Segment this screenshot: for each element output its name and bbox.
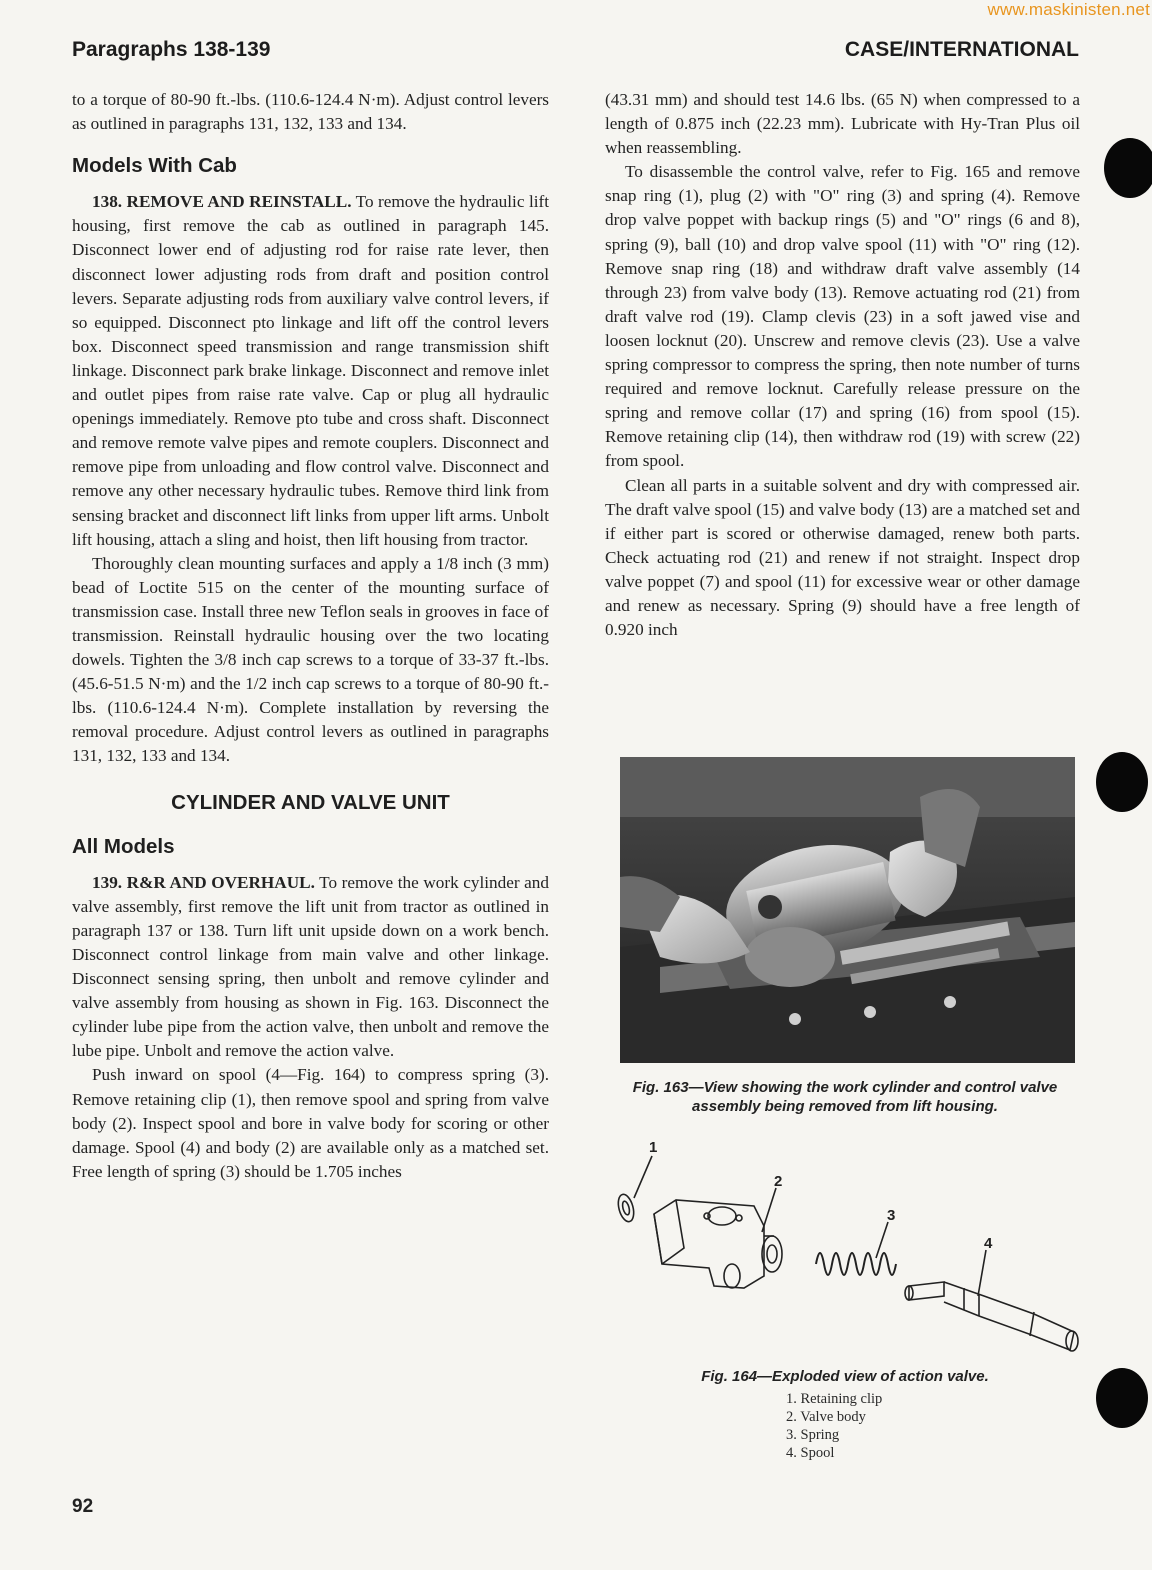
callout-1: 1 bbox=[649, 1139, 658, 1156]
paragraph-138-reinstall: Thoroughly clean mounting surfaces and apply a 1/8 inch (3 mm) bead of Loctite 515 on the center of the mounting surface of transmission case. Install three new Teflon seals in grooves in face of transmission. Reinstall hydraulic housing over the two locating dowels. Tighten the 3/8 inch cap screws to a torque of 33-37 ft.-lbs. (45.6-51.5 N·m) and the 1/2 inch cap screws to a torque of 80-90 ft.-lbs. (110.6-124.4 N·m). Complete installation by reversing the removal procedure. Adjust control levers as outlined in paragraphs 131, 132, 133 and 134. bbox=[72, 553, 549, 766]
right-column-top bbox=[605, 88, 1080, 642]
fig-163-photo-illustration bbox=[620, 757, 1075, 1063]
binder-hole-icon bbox=[1104, 138, 1152, 198]
paragraph-139-body: To remove the work cylinder and valve assembly, first remove the lift unit from tractor as outlined in paragraph 137 or 138. Turn lift unit upside down on a work bench. Disconnect control linkage from main valve and other linkage. Disconnect sensing spring, then unbolt and remove cylinder and valve assembly from housing as shown in Fig. 163. Disconnect the cylinder lube pipe from the action valve, then unbolt and remove the lube pipe. Unbolt and remove the action valve. bbox=[72, 872, 549, 1061]
callout-2: 2 bbox=[774, 1173, 783, 1190]
paragraph-138-title: 138. REMOVE AND REINSTALL. bbox=[92, 192, 352, 212]
heading-cylinder-valve-unit: CYLINDER AND VALVE UNIT bbox=[171, 790, 450, 814]
paragraph-139-title: 139. R&R AND OVERHAUL. bbox=[92, 872, 315, 892]
left-column bbox=[72, 88, 549, 1184]
legend-item: 4. Spool bbox=[786, 1445, 835, 1461]
paragraph-139-action-valve: Push inward on spool (4—Fig. 164) to compress spring (3). Remove retaining clip (1), then remove spool and spring from valve body (2). Inspect spool and bore in valve body for scoring or other damage. Spool (4) and body (2) are available only as a matched set. Free length of spring (3) should be 1.705 inches bbox=[72, 1065, 549, 1181]
heading-models-with-cab: Models With Cab bbox=[72, 154, 237, 178]
page-number: 92 bbox=[72, 1496, 94, 1517]
disassemble-paragraph: To disassemble the control valve, refer to Fig. 165 and remove snap ring (1), plug (2) with "O" ring (3) and spring (4). Remove drop valve poppet with backup rings (5) and "O" rings (6 and 8), spring (9), ball (10) and drop valve spool (11) with "O" ring (12). Remove snap ring (18) and withdraw draft valve assembly (14 through 23) from valve body (13). Remove actuating rod (21) from draft valve rod (19). Clamp clevis (23) in a soft jawed vise and loosen locknut (20). Unscrew and remove clevis (23). Use a valve spring compressor to compress the spring, then note number of turns required and remove locknut. Carefully release pressure on the spring and remove collar (17) and spring (16) from spool (15). Remove retaining clip (14), then withdraw rod (19) with screw (22) from spool. bbox=[605, 162, 1080, 471]
callout-3: 3 bbox=[887, 1207, 896, 1224]
running-header-left: Paragraphs 138-139 bbox=[72, 38, 271, 61]
clean-paragraph: Clean all parts in a suitable solvent and dry with compressed air. The draft valve spool (15) and valve body (13) are a matched set and if either part is scored or otherwise damaged, renew both parts. Check actuating rod (21) and renew if not straight. Inspect drop valve poppet (7) and spool (11) for excessive wear or other damage and renew as necessary. Spring (9) should have a free length of 0.920 inch bbox=[605, 475, 1080, 640]
right-continuation: (43.31 mm) and should test 14.6 lbs. (65 N) when compressed to a length of 0.875 inch (22.23 mm). Lubricate with Hy-Tran Plus oil when reassembling. bbox=[605, 90, 1080, 158]
fig-163-photo bbox=[620, 757, 1075, 1063]
spool-part bbox=[905, 1282, 1078, 1351]
running-header-right: CASE/INTERNATIONAL bbox=[844, 38, 1079, 61]
legend-item: 3. Spring bbox=[786, 1427, 840, 1443]
binder-hole-icon bbox=[1096, 1368, 1148, 1428]
retaining-clip-part bbox=[616, 1193, 637, 1224]
fig-164-legend bbox=[786, 1390, 882, 1462]
valve-body-part bbox=[654, 1200, 782, 1288]
intro-paragraph: to a torque of 80-90 ft.-lbs. (110.6-124.4 N·m). Adjust control levers as outlined in paragraphs 131, 132, 133 and 134. bbox=[72, 90, 549, 134]
binder-hole-icon bbox=[1096, 752, 1148, 812]
paragraph-139 bbox=[72, 871, 549, 1064]
fig-164-diagram bbox=[604, 1136, 1086, 1361]
spring-part bbox=[816, 1253, 896, 1275]
callout-4: 4 bbox=[984, 1235, 993, 1252]
heading-all-models: All Models bbox=[72, 834, 175, 858]
legend-item: 2. Valve body bbox=[786, 1409, 866, 1425]
fig-163-caption: Fig. 163—View showing the work cylinder and control valve assembly being removed from lift housing. bbox=[632, 1079, 1058, 1115]
fig-164-caption: Fig. 164—Exploded view of action valve. bbox=[701, 1368, 989, 1385]
legend-item: 1. Retaining clip bbox=[786, 1391, 883, 1407]
paragraph-138-body: To remove the hydraulic lift housing, first remove the cab as outlined in paragraph 145. Disconnect lower end of adjusting rod for raise rate lever, then disconnect lower adjusting rods from draft and position control levers. Separate adjusting rods from auxiliary valve control levers, if so equipped. Disconnect pto linkage and lift off the control levers box. Disconnect speed transmission and range transmission shift linkage. Disconnect park brake linkage. Disconnect and remove inlet and outlet pipes from raise rate valve. Cap or plug all hydraulic openings immediately. Remove pto tube and cross shaft. Disconnect and remove remote valve pipes and remote couplers. Disconnect and remove pipe from unloading and flow control valve. Disconnect and remove any other necessary hydraulic tubes. Remove third link from sensing bracket and disconnect lift links from upper lift arms. Unbolt lift housing, attach a sling and hoist, then lift housing from tractor. bbox=[72, 192, 549, 549]
watermark-link[interactable]: www.maskinisten.net bbox=[987, 0, 1150, 19]
action-valve-exploded-drawing bbox=[604, 1136, 1086, 1361]
paragraph-138 bbox=[72, 190, 549, 551]
